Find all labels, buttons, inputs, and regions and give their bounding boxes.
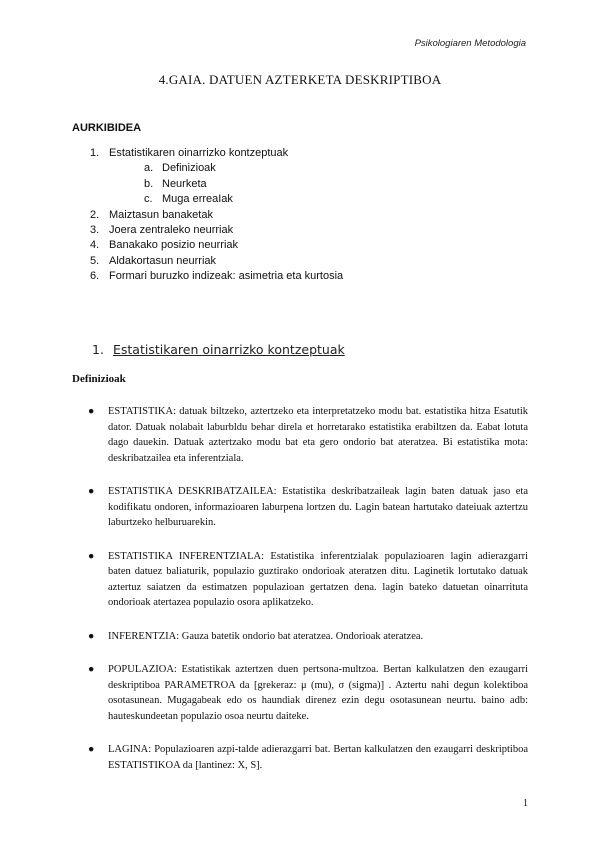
toc-item-number: 3.	[90, 224, 100, 237]
toc-item	[72, 254, 532, 269]
toc-item-number: 6.	[90, 270, 100, 283]
toc-subitem-label: Neurketa	[162, 177, 207, 190]
toc-item-number: 5.	[90, 254, 100, 267]
definition-item	[72, 662, 528, 724]
definition-text: ESTATISTIKA DESKRIBATZAILEA: Estatistika deskribatzaileak lagin baten datuak jaso eta kodifikatu ondoren, informazioaren laburpena lortzen du. Lagin batean hartutako dateiuak aztertzu laburtzeko helburuarekin.	[108, 486, 528, 528]
toc-item	[72, 269, 532, 284]
section-title: Estatistikaren oinarrizko kontzeptuak	[112, 342, 345, 357]
running-header: Psikologiaren Metodologia	[414, 38, 526, 49]
toc-item	[72, 223, 532, 238]
toc-item-number: 4.	[90, 239, 100, 252]
definition-text: ESTATISTIKA INFERENTZIALA: Estatistika inferentzialak populazioaren lagin adierazgarri baten datuez baliaturik, populazio guztirako ondorioak ateratzen ditu. Laginetik lortutako datuak aztertuz saiatzen da estimatzen populazioan gertatzen dena. lagin bateko datuetan oinarrituta ondorioak atertazea populazio osora aplikatzeko.	[108, 550, 528, 608]
toc-item-label: Maiztasun banaketak	[109, 208, 213, 221]
toc-item	[72, 238, 532, 253]
toc-heading: AURKIBIDEA	[72, 122, 142, 134]
page-number: 1	[523, 798, 528, 809]
definition-text: POPULAZIOA: Estatistikak aztertzen duen pertsona-multzoa. Bertan kalkulatzen den ezaugarri deskriptiboa PARAMETROA da [grekeraz: μ (mu), σ (sigma)] . Aztertu nahi degun kolektiboa osotasunean. Mugagabeak edo os haundiak direnez ezin degu osotasunean neurtu. baino adb: hauteskundeetan populazio osoa neurtu daiteke.	[108, 664, 528, 722]
toc-subitem-number: c.	[144, 193, 153, 206]
toc-subitem-label: Muga erreaIak	[162, 193, 233, 206]
toc-subitem	[72, 161, 532, 176]
toc-item-label: Joera zentraleko neurriak	[109, 224, 234, 237]
definition-item	[72, 404, 528, 466]
definition-item	[72, 549, 528, 611]
definition-item	[72, 484, 528, 531]
toc-item-label: Formari buruzko indizeak: asimetria eta kurtosia	[109, 270, 344, 283]
toc-item-number: 2.	[90, 208, 100, 221]
toc-item	[72, 208, 532, 223]
definition-list	[72, 404, 528, 791]
bullet-icon: ●	[88, 744, 95, 755]
toc-subitem-number: a.	[144, 162, 154, 175]
bullet-icon: ●	[88, 406, 95, 417]
definition-item	[72, 742, 528, 773]
toc-subitem-label: Definizioak	[162, 162, 216, 175]
toc-subitem-number: b.	[144, 177, 154, 190]
definition-text: LAGINA: Populazioaren azpi-talde adierazgarri bat. Bertan kalkulatzen den ezaugarri deskriptiboa ESTATISTIKOA da [lantinez: X, S].	[108, 744, 528, 771]
section-heading	[92, 342, 345, 357]
definition-text: INFERENTZIA: Gauza batetik ondorio bat ateratzea. Ondorioak ateratzea.	[108, 630, 424, 642]
bullet-icon: ●	[88, 630, 95, 642]
toc-subitem	[72, 177, 532, 192]
section-number: 1.	[92, 342, 104, 357]
bullet-icon: ●	[88, 664, 95, 675]
table-of-contents	[72, 146, 532, 285]
page-title: 4.GAIA. DATUEN AZTERKETA DESKRIPTIBOA	[158, 72, 442, 87]
definition-item	[72, 629, 528, 645]
bullet-icon: ●	[88, 486, 95, 497]
toc-item-label: Banakako posizio neurriak	[109, 239, 239, 252]
toc-item-label: Aldakortasun neurriak	[109, 254, 217, 267]
definition-text: ESTATISTIKA: datuak biltzeko, aztertzeko eta interpretatzeko modu bat. estatistika hitza Esatutik dator. Datuak nolabait laburbldu behar direla et horretarako estatistika erabiltzen da. Eabat lotuta dago dauekin. Datuak aztertzako modu bat eta gero ondorio bat ateratzea. Bi estatistika mota: deskribatzailea eta inferentziala.	[108, 406, 528, 464]
toc-item-label: Estatistikaren oinarrizko kontzeptuak	[109, 147, 289, 159]
subsection-heading: Definizioak	[72, 373, 126, 385]
toc-subitem	[72, 192, 532, 207]
toc-item-number: 1.	[90, 147, 100, 159]
bullet-icon: ●	[88, 550, 95, 562]
toc-item	[72, 146, 532, 161]
